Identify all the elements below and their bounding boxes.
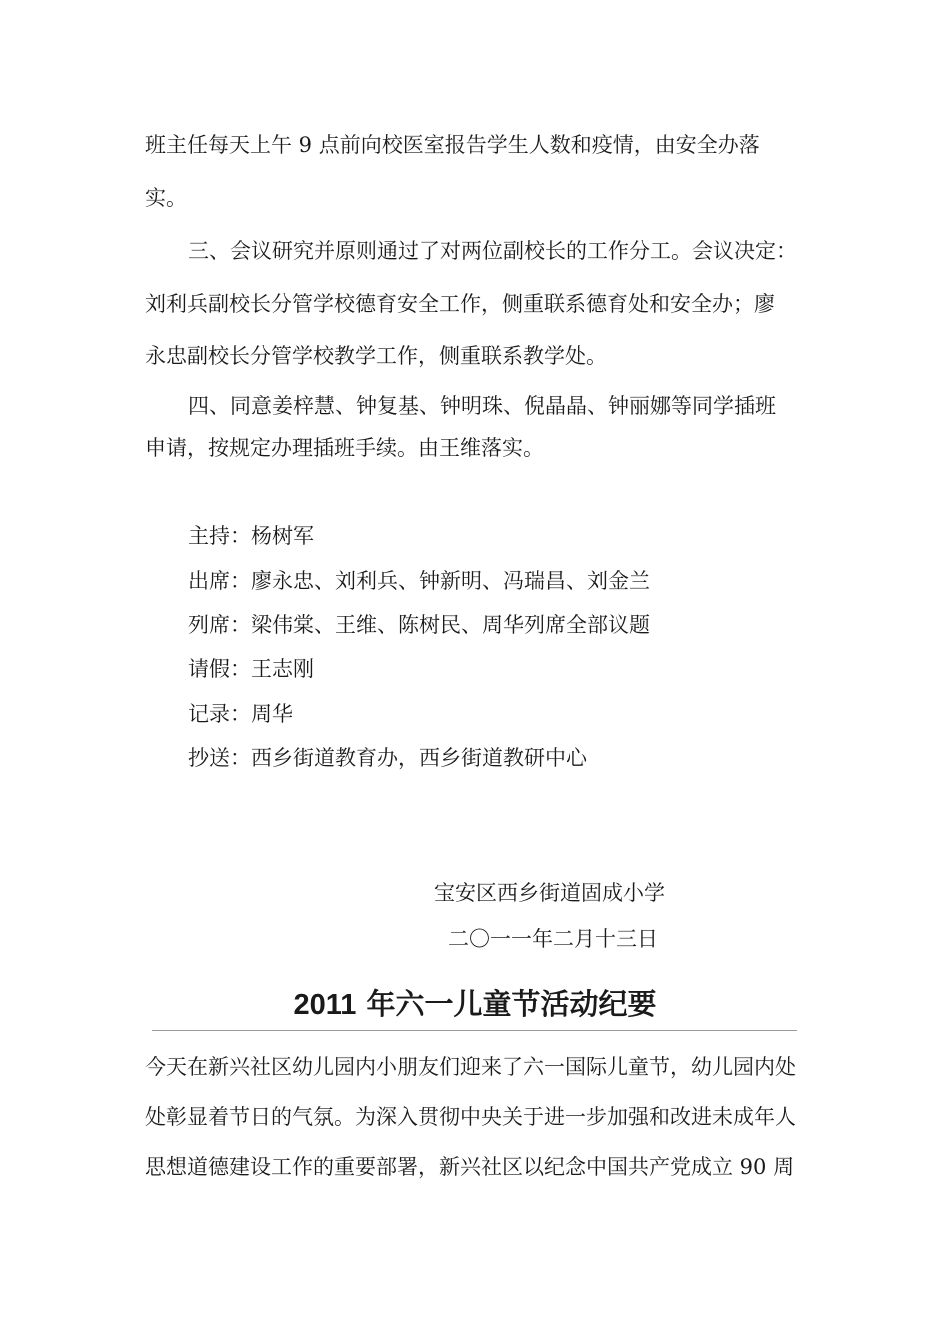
article-title xyxy=(0,987,950,1022)
cc-line: 抄送：西乡街道教育办，西乡街道教研中心 xyxy=(188,746,587,770)
item-four-line: 申请，按规定办理插班手续。由王维落实。 xyxy=(145,436,544,460)
article-line: 今天在新兴社区幼儿园内小朋友们迎来了六一国际儿童节，幼儿园内处 xyxy=(145,1055,796,1079)
item-four-line: 四、同意姜梓慧、钟复基、钟明珠、倪晶晶、钟丽娜等同学插班 xyxy=(188,394,776,418)
title-divider xyxy=(152,1030,797,1031)
paragraph-line: 实。 xyxy=(145,186,187,210)
article-line: 思想道德建设工作的重要部署，新兴社区以纪念中国共产党成立 90 周 xyxy=(145,1155,795,1179)
recorder-line: 记录：周华 xyxy=(188,702,293,726)
article-line: 处彰显着节日的气氛。为深入贯彻中央关于进一步加强和改进未成年人 xyxy=(145,1105,796,1129)
leave-line: 请假：王志刚 xyxy=(188,657,314,681)
signature-org: 宝安区西乡街道固成小学 xyxy=(434,881,665,905)
item-three-line: 永忠副校长分管学校教学工作，侧重联系教学处。 xyxy=(145,344,607,368)
signature-date: 二〇一一年二月十三日 xyxy=(448,927,658,951)
article-title-year: 2011 xyxy=(293,989,357,1021)
item-three-line: 刘利兵副校长分管学校德育安全工作，侧重联系德育处和安全办；廖 xyxy=(145,292,775,316)
paragraph-line: 班主任每天上午 9 点前向校医室报告学生人数和疫情，由安全办落 xyxy=(145,133,760,157)
host-line: 主持：杨树军 xyxy=(188,524,314,548)
observers-line: 列席：梁伟棠、王维、陈树民、周华列席全部议题 xyxy=(188,613,650,637)
article-title-text: 年六一儿童节活动纪要 xyxy=(356,987,657,1021)
item-three-line: 三、会议研究并原则通过了对两位副校长的工作分工。会议决定： xyxy=(188,239,797,263)
present-line: 出席：廖永忠、刘利兵、钟新明、冯瑞昌、刘金兰 xyxy=(188,569,650,593)
